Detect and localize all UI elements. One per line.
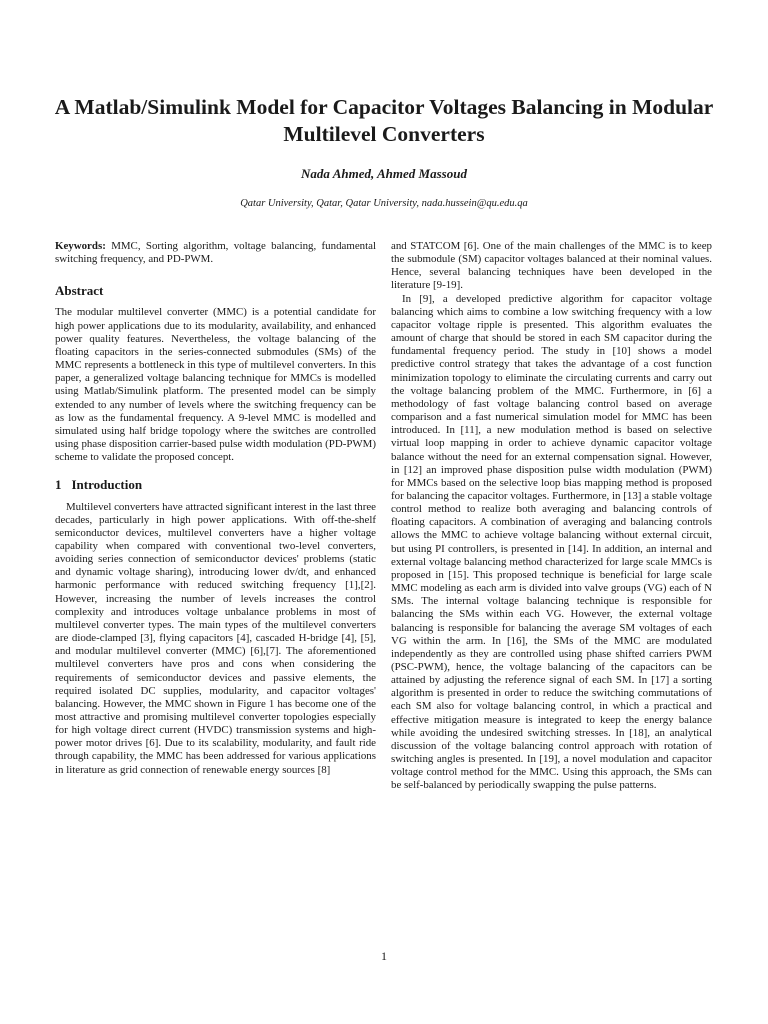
intro-paragraph-continued: and STATCOM [6]. One of the main challenges of the MMC is to keep the submodule (SM) capacitor voltages balanced at their nominal values. Hence, several balancing techniques have been developed in the literature [9-19]. xyxy=(391,240,712,292)
page-number: 1 xyxy=(381,949,387,963)
keywords-text: MMC, Sorting algorithm, voltage balancing, fundamental switching frequency, and PD-PWM. xyxy=(55,240,376,266)
affiliation: Qatar University, Qatar, Qatar University, nada.hussein@qu.edu.qa xyxy=(240,198,528,209)
abstract-heading: Abstract xyxy=(55,283,104,299)
keywords xyxy=(55,240,376,266)
right-column xyxy=(391,240,712,793)
section-title: Introduction xyxy=(71,477,143,493)
introduction-heading xyxy=(55,478,376,491)
intro-paragraph-2: In [9], a developed predictive algorithm for capacitor voltage balancing which aims to combine a low switching frequency with a low capacitor voltage ripple is presented. This algorithm evaluates the amount of charge that should be stored in each SM capacitor during the fundamental frequency period. The study in [10] shows a model predictive control strategy that takes the advantage of a cost function minimization topology to eliminate the circulating currents and carry out the voltage balancing problem of the MMC. Furthermore, in [6] a methodology of fast voltage balancing control based on average comparison and a fast numerical simulation model for MMC has been introduced. In [11], a new modulation method is based on selective virtual loop mapping in order to achieve dynamic capacitor voltage balance without the need for an external compensation signal. However, in [12] an improved phase disposition pulse width modulation (PWM) for MMCs based on the selective loop bias mapping method is proposed for balancing the capacitor voltages. Furthermore, in [13] a stable voltage control method to realize both averaging and balancing controls of floating capacitors. A combination of averaging and balancing controls allows the MMC to achieve voltage balancing without external circuit, but using PI controllers, is presented in [14]. In addition, an internal and external voltage balancing method characterized for large scale MMCs is proposed in [15]. This proposed technique is beneficial for large scale MMC modeling as each arm is divided into valve groups (VG) each of N SMs. The internal voltage balancing technique is responsible for balancing the SMs within each VG. However, the external voltage balancing is responsible for balancing the average SM voltages of each VG within the arm. In [16], the SMs of the MMC are modulated independently as they are controlled using phase shifted carriers PWM (PSC-PWM), hence, the voltage balancing of the capacitors can be attained by adjusting the reference signal of each SM. In [17] a sorting algorithm is presented in order to reduce the switching commutations of each SM also for voltage balancing control, in which a practical and effective mitigation measure is integrated to keep the energy balance while avoiding the undesired switching stresses. In [18], an analytical discussion of the voltage balancing control approach with rotation of switching angles is presented. In [19], a novel modulation and capacitor voltage control method for the MMC. Using this approach, the SMs can be self-balanced by periodically swapping the pulse patterns. xyxy=(391,292,712,792)
intro-paragraph-1: Multilevel converters have attracted significant interest in the last three decades, particularly in high power applications. With off-the-shelf semiconductor devices, multilevel converters have a higher voltage capability when compared with conventional two-level converters, avoiding series connection of semiconductor devices' problems (static and dynamic voltage sharing), introducing lower dv/dt, and enhanced harmonic performance with reduced switching frequency [1],[2]. However, increasing the number of levels increases the control complexity and introduces voltage unbalance problems in most of multilevel converter types. The main types of the multilevel converters are diode-clamped [3], flying capacitors [4], cascaded H-bridge [4], [5], and modular multilevel converter (MMC) [6],[7]. The aforementioned multilevel converters have pros and cons when considering the requirements of semiconductor devices and passive elements, the required isolated DC supplies, modularity, and capacitor voltages' balancing. However, the MMC shown in Figure 1 has become one of the most attractive and promising multilevel converter topologies especially for high voltage direct current (HVDC) transmission systems and high-power motor drives [6]. Due to its scalability, modularity, and fault ride through capability, the MMC has been addressed for various applications in literature as grid connection of renewable energy sources [8] xyxy=(55,500,376,776)
keywords-label: Keywords: xyxy=(55,240,106,252)
authors: Nada Ahmed, Ahmed Massoud xyxy=(301,166,467,181)
section-number: 1 xyxy=(55,477,62,493)
abstract-text: The modular multilevel converter (MMC) is a potential candidate for high power applications due to its modularity, availability, and enhanced power quality features. Nevertheless, the voltage balancing of the floating capacitors in the series-connected submodules (SMs) of the MMC represents a bottleneck in this type of multilevel converters. In this paper, a generalized voltage balancing technique for MMCs is modelled using Matlab/Simulink platform. The presented model can be simply extended to any number of levels where the switching frequency can be as low as the fundamental frequency. A 9-level MMC is modelled and simulated using half bridge topology where the switches are controlled using phase disposition carrier-based pulse width modulation (PD-PWM) scheme to validate the proposed concept. xyxy=(55,306,376,464)
paper-title: A Matlab/Simulink Model for Capacitor Voltages Balancing in Modular Multilevel Converters xyxy=(54,95,714,146)
left-column xyxy=(55,240,376,777)
